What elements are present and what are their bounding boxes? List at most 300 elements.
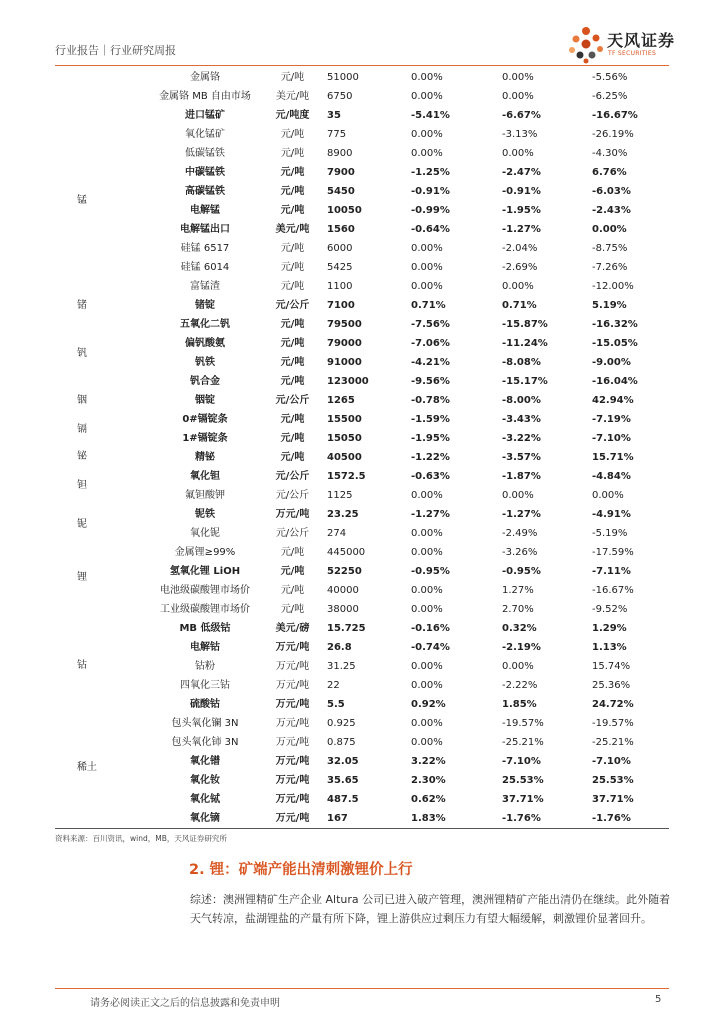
weekly-change-cell: 0.00% — [411, 604, 443, 615]
weekly-change-cell: 1.83% — [411, 813, 446, 824]
table-row — [55, 410, 669, 429]
table-row — [55, 258, 669, 277]
price-cell: 79000 — [327, 338, 362, 349]
company-logo — [566, 24, 676, 64]
price-cell: 775 — [327, 129, 347, 140]
monthly-change-cell: -0.95% — [502, 566, 541, 577]
table-row — [55, 695, 669, 714]
product-name: 氧化铌 — [190, 528, 220, 539]
product-name: 低碳锰铁 — [185, 148, 225, 159]
price-cell: 52250 — [327, 566, 362, 577]
footer-disclaimer: 请务必阅读正文之后的信息披露和免责申明 — [90, 998, 280, 1009]
product-name: 钒铁 — [195, 357, 215, 368]
yearly-change-cell: -7.10% — [592, 433, 631, 444]
yearly-change-cell: -6.03% — [592, 186, 631, 197]
price-cell: 7900 — [327, 167, 355, 178]
section-paragraph — [190, 890, 672, 928]
unit-cell: 元/吨 — [280, 547, 305, 558]
table-row — [55, 125, 669, 144]
unit-cell: 万元/吨 — [275, 680, 310, 691]
metal-group-label: 稀土 — [77, 762, 97, 773]
product-name: 铌铁 — [195, 509, 215, 520]
table-row — [55, 201, 669, 220]
price-cell: 10050 — [327, 205, 362, 216]
product-name: 包头氧化铈 3N — [171, 737, 239, 748]
yearly-change-cell: -4.84% — [592, 471, 631, 482]
price-cell: 123000 — [327, 376, 369, 387]
yearly-change-cell: 5.19% — [592, 300, 627, 311]
monthly-change-cell: -15.17% — [502, 376, 548, 387]
weekly-change-cell: -0.78% — [411, 395, 450, 406]
yearly-change-cell: -12.00% — [592, 281, 634, 292]
product-name: 氧化钽 — [190, 471, 220, 482]
unit-cell: 元/吨 — [280, 186, 305, 197]
yearly-change-cell: -4.91% — [592, 509, 631, 520]
monthly-change-cell: -7.10% — [502, 756, 541, 767]
weekly-change-cell: -0.16% — [411, 623, 450, 634]
monthly-change-cell: 0.00% — [502, 91, 534, 102]
price-cell: 0.925 — [327, 718, 356, 729]
monthly-change-cell: 1.85% — [502, 699, 537, 710]
product-name: 包头氧化镧 3N — [171, 718, 239, 729]
table-row — [55, 277, 669, 296]
price-cell: 1100 — [327, 281, 353, 292]
monthly-change-cell: 25.53% — [502, 775, 544, 786]
monthly-change-cell: 37.71% — [502, 794, 544, 805]
weekly-change-cell: 0.00% — [411, 262, 443, 273]
price-cell: 1572.5 — [327, 471, 366, 482]
unit-cell: 元/吨 — [280, 357, 305, 368]
price-cell: 15.725 — [327, 623, 366, 634]
unit-cell: 元/吨 — [280, 433, 305, 444]
unit-cell: 元/公斤 — [275, 528, 310, 539]
product-name: 进口锰矿 — [185, 110, 225, 121]
unit-cell: 万元/吨 — [275, 661, 310, 672]
product-name: 钒合金 — [190, 376, 220, 387]
yearly-change-cell: 25.53% — [592, 775, 634, 786]
monthly-change-cell: -2.04% — [502, 243, 538, 254]
product-name: 钴粉 — [195, 661, 215, 672]
price-cell: 26.8 — [327, 642, 352, 653]
monthly-change-cell: -11.24% — [502, 338, 548, 349]
metal-group-label: 铟 — [77, 395, 87, 406]
price-cell: 5.5 — [327, 699, 345, 710]
yearly-change-cell: -16.67% — [592, 585, 634, 596]
price-cell: 8900 — [327, 148, 353, 159]
table-row — [55, 581, 669, 600]
weekly-change-cell: -7.56% — [411, 319, 450, 330]
product-name: 偏钒酸氨 — [185, 338, 225, 349]
price-cell: 167 — [327, 813, 348, 824]
price-cell: 487.5 — [327, 794, 359, 805]
price-cell: 79500 — [327, 319, 362, 330]
product-name: 中碳锰铁 — [185, 167, 225, 178]
table-row — [55, 372, 669, 391]
table-divider — [55, 828, 669, 829]
product-name: 氧化镝 — [190, 813, 220, 824]
product-name: 氢氧化锂 LiOH — [169, 566, 241, 577]
price-cell: 445000 — [327, 547, 366, 558]
table-row — [55, 733, 669, 752]
unit-cell: 元/吨 — [280, 338, 305, 349]
monthly-change-cell: -1.27% — [502, 224, 541, 235]
yearly-change-cell: 25.36% — [592, 680, 631, 691]
yearly-change-cell: -16.32% — [592, 319, 638, 330]
price-cell: 32.05 — [327, 756, 359, 767]
yearly-change-cell: -26.19% — [592, 129, 634, 140]
monthly-change-cell: -3.57% — [502, 452, 541, 463]
yearly-change-cell: 1.13% — [592, 642, 627, 653]
yearly-change-cell: 37.71% — [592, 794, 634, 805]
table-row — [55, 619, 669, 638]
monthly-change-cell: -15.87% — [502, 319, 548, 330]
yearly-change-cell: -2.43% — [592, 205, 631, 216]
monthly-change-cell: 0.71% — [502, 300, 537, 311]
unit-cell: 元/吨 — [280, 281, 305, 292]
weekly-change-cell: -1.95% — [411, 433, 450, 444]
weekly-change-cell: -0.64% — [411, 224, 450, 235]
weekly-change-cell: 0.00% — [411, 148, 443, 159]
unit-cell: 元/公斤 — [275, 300, 310, 311]
weekly-change-cell: -0.95% — [411, 566, 450, 577]
section-body-text: ：澳洲锂精矿生产企业 Altura 公司已进入破产管理，澳洲锂精矿产能出清仍在继续。此外随着天气转凉，盐湖锂盐的产量有所下降，锂上游供应过剩压力有望大幅缓解，刺激锂价显著回升。 — [190, 893, 671, 925]
weekly-change-cell: 0.00% — [411, 72, 443, 83]
product-name: 氧化镨 — [190, 756, 220, 767]
weekly-change-cell: 0.00% — [411, 243, 443, 254]
price-cell: 6750 — [327, 91, 353, 102]
monthly-change-cell: -25.21% — [502, 737, 544, 748]
table-row — [55, 296, 669, 315]
product-name: 氧化钕 — [190, 775, 220, 786]
unit-cell: 万元/吨 — [275, 509, 310, 520]
section-lead: 综述 — [190, 893, 212, 906]
unit-cell: 万元/吨 — [275, 794, 310, 805]
unit-cell: 元/吨 — [280, 205, 305, 216]
yearly-change-cell: -16.04% — [592, 376, 638, 387]
yearly-change-cell: -17.59% — [592, 547, 634, 558]
yearly-change-cell: -7.19% — [592, 414, 631, 425]
product-name: 金属铬 — [190, 72, 220, 83]
unit-cell: 万元/吨 — [275, 813, 310, 824]
weekly-change-cell: -4.21% — [411, 357, 450, 368]
price-cell: 15500 — [327, 414, 362, 425]
unit-cell: 美元/吨 — [275, 224, 310, 235]
page-number: 5 — [655, 994, 662, 1005]
weekly-change-cell: -0.91% — [411, 186, 450, 197]
table-row — [55, 486, 669, 505]
monthly-change-cell: 0.00% — [502, 661, 534, 672]
price-cell: 31.25 — [327, 661, 356, 672]
unit-cell: 万元/吨 — [275, 718, 310, 729]
metal-group-label: 铋 — [77, 451, 87, 462]
price-cell: 1125 — [327, 490, 353, 501]
yearly-change-cell: -7.26% — [592, 262, 628, 273]
metal-group-label: 钽 — [77, 480, 87, 491]
unit-cell: 元/吨 — [280, 585, 305, 596]
weekly-change-cell: 0.00% — [411, 91, 443, 102]
yearly-change-cell: 0.00% — [592, 490, 624, 501]
monthly-change-cell: -1.27% — [502, 509, 541, 520]
table-row — [55, 524, 669, 543]
unit-cell: 元/公斤 — [275, 490, 310, 501]
unit-cell: 万元/吨 — [275, 775, 310, 786]
header-divider — [55, 65, 669, 66]
product-name: 硅锰 6517 — [180, 243, 230, 254]
table-row — [55, 448, 669, 467]
product-name: 铟锭 — [195, 395, 215, 406]
table-row — [55, 429, 669, 448]
table-row — [55, 220, 669, 239]
monthly-change-cell: 0.32% — [502, 623, 537, 634]
monthly-change-cell: -3.26% — [502, 547, 538, 558]
monthly-change-cell: -3.22% — [502, 433, 541, 444]
product-name: 氧化铽 — [190, 794, 220, 805]
monthly-change-cell: 0.00% — [502, 281, 534, 292]
table-row — [55, 68, 669, 87]
table-row — [55, 676, 669, 695]
logo-english-text: TF SECURITIES — [608, 50, 657, 57]
unit-cell: 万元/吨 — [275, 699, 310, 710]
yearly-change-cell: 1.29% — [592, 623, 627, 634]
table-row — [55, 809, 669, 828]
unit-cell: 元/吨 — [280, 72, 305, 83]
table-row — [55, 163, 669, 182]
table-row — [55, 790, 669, 809]
unit-cell: 元/吨 — [280, 414, 305, 425]
price-cell: 35.65 — [327, 775, 359, 786]
yearly-change-cell: -5.56% — [592, 72, 628, 83]
unit-cell: 元/公斤 — [275, 395, 310, 406]
yearly-change-cell: 24.72% — [592, 699, 634, 710]
metal-group-label: 镉 — [77, 424, 87, 435]
metal-group-label: 锂 — [77, 572, 87, 583]
table-row — [55, 600, 669, 619]
weekly-change-cell: 0.92% — [411, 699, 446, 710]
product-name: 锗锭 — [195, 300, 215, 311]
monthly-change-cell: -2.22% — [502, 680, 538, 691]
price-cell: 5450 — [327, 186, 355, 197]
weekly-change-cell: -0.63% — [411, 471, 450, 482]
report-breadcrumb: 行业报告｜行业研究周报 — [55, 44, 176, 57]
metal-group-label: 钒 — [77, 348, 87, 359]
page-header — [0, 0, 724, 70]
price-cell: 91000 — [327, 357, 362, 368]
yearly-change-cell: -9.52% — [592, 604, 628, 615]
weekly-change-cell: 0.00% — [411, 281, 443, 292]
product-name: 0#镉锭条 — [182, 414, 228, 425]
monthly-change-cell: 1.27% — [502, 585, 534, 596]
weekly-change-cell: -5.41% — [411, 110, 450, 121]
logo-text: 天风证券 — [607, 31, 676, 50]
monthly-change-cell: -8.08% — [502, 357, 541, 368]
price-cell: 23.25 — [327, 509, 359, 520]
price-cell: 15050 — [327, 433, 362, 444]
product-name: 电解锰 — [190, 205, 220, 216]
unit-cell: 元/吨 — [280, 262, 305, 273]
monthly-change-cell: -2.47% — [502, 167, 541, 178]
footer-divider — [55, 988, 669, 989]
monthly-change-cell: -1.95% — [502, 205, 541, 216]
monthly-change-cell: -0.91% — [502, 186, 541, 197]
monthly-change-cell: -19.57% — [502, 718, 544, 729]
monthly-change-cell: 2.70% — [502, 604, 534, 615]
monthly-change-cell: -8.00% — [502, 395, 541, 406]
product-name: MB 低级钴 — [179, 623, 231, 634]
product-name: 电池级碳酸锂市场价 — [160, 585, 250, 596]
product-name: 五氧化二钒 — [180, 319, 230, 330]
product-name: 1#镉锭条 — [182, 433, 228, 444]
yearly-change-cell: -8.75% — [592, 243, 628, 254]
price-cell: 7100 — [327, 300, 355, 311]
price-cell: 0.875 — [327, 737, 356, 748]
unit-cell: 万元/吨 — [275, 756, 310, 767]
weekly-change-cell: 0.00% — [411, 129, 443, 140]
table-row — [55, 391, 669, 410]
table-row — [55, 505, 669, 524]
product-name: 工业级碳酸锂市场价 — [160, 604, 250, 615]
table-row — [55, 771, 669, 790]
monthly-change-cell: -2.19% — [502, 642, 541, 653]
table-row — [55, 106, 669, 125]
product-name: 金属锂≥99% — [174, 547, 236, 558]
unit-cell: 万元/吨 — [275, 642, 310, 653]
unit-cell: 元/吨 — [280, 319, 305, 330]
yearly-change-cell: -25.21% — [592, 737, 634, 748]
price-cell: 22 — [327, 680, 340, 691]
price-cell: 274 — [327, 528, 347, 539]
price-cell: 35 — [327, 110, 341, 121]
product-name: 氟钽酸钾 — [185, 490, 225, 501]
yearly-change-cell: -7.10% — [592, 756, 631, 767]
product-name: 高碳锰铁 — [185, 186, 225, 197]
weekly-change-cell: 0.00% — [411, 490, 443, 501]
yearly-change-cell: 6.76% — [592, 167, 627, 178]
section-heading: 2. 锂：矿端产能出清刺激锂价上行 — [189, 862, 413, 878]
weekly-change-cell: -9.56% — [411, 376, 450, 387]
logo-icon — [566, 24, 606, 64]
table-row — [55, 752, 669, 771]
price-cell: 38000 — [327, 604, 359, 615]
table-row — [55, 182, 669, 201]
weekly-change-cell: 0.00% — [411, 737, 443, 748]
table-row — [55, 714, 669, 733]
product-name: 氧化锰矿 — [185, 129, 225, 140]
yearly-change-cell: -4.30% — [592, 148, 628, 159]
yearly-change-cell: -6.25% — [592, 91, 628, 102]
unit-cell: 元/吨 — [280, 566, 305, 577]
weekly-change-cell: -1.22% — [411, 452, 450, 463]
metal-group-label: 锰 — [77, 195, 87, 206]
unit-cell: 元/公斤 — [275, 471, 310, 482]
table-row — [55, 543, 669, 562]
table-row — [55, 87, 669, 106]
table-row — [55, 334, 669, 353]
weekly-change-cell: -1.27% — [411, 509, 450, 520]
price-cell: 1560 — [327, 224, 355, 235]
unit-cell: 元/吨 — [280, 167, 305, 178]
metal-group-label: 锗 — [77, 300, 87, 311]
yearly-change-cell: -16.67% — [592, 110, 638, 121]
product-name: 硅锰 6014 — [180, 262, 230, 273]
unit-cell: 元/吨 — [280, 376, 305, 387]
weekly-change-cell: 2.30% — [411, 775, 446, 786]
yearly-change-cell: 15.74% — [592, 661, 631, 672]
unit-cell: 美元/磅 — [275, 623, 310, 634]
table-row — [55, 638, 669, 657]
monthly-change-cell: 0.00% — [502, 148, 534, 159]
price-cell: 5425 — [327, 262, 353, 273]
table-row — [55, 315, 669, 334]
yearly-change-cell: -7.11% — [592, 566, 631, 577]
yearly-change-cell: -5.19% — [592, 528, 628, 539]
yearly-change-cell: -15.05% — [592, 338, 638, 349]
weekly-change-cell: 0.00% — [411, 661, 443, 672]
source-note: 资料来源：百川资讯，wind，MB，天风证券研究所 — [55, 834, 227, 843]
monthly-change-cell: 0.00% — [502, 490, 534, 501]
monthly-change-cell: -6.67% — [502, 110, 541, 121]
yearly-change-cell: -19.57% — [592, 718, 634, 729]
weekly-change-cell: -1.59% — [411, 414, 450, 425]
table-row — [55, 353, 669, 372]
price-cell: 6000 — [327, 243, 353, 254]
weekly-change-cell: 3.22% — [411, 756, 446, 767]
product-name: 精铋 — [195, 452, 215, 463]
weekly-change-cell: 0.00% — [411, 547, 443, 558]
metal-group-label: 钴 — [77, 660, 87, 671]
weekly-change-cell: -7.06% — [411, 338, 450, 349]
unit-cell: 元/吨度 — [275, 110, 310, 121]
table-row — [55, 657, 669, 676]
weekly-change-cell: 0.00% — [411, 528, 443, 539]
monthly-change-cell: -2.49% — [502, 528, 538, 539]
unit-cell: 元/吨 — [280, 243, 305, 254]
yearly-change-cell: -1.76% — [592, 813, 631, 824]
product-name: 硫酸钴 — [190, 699, 220, 710]
unit-cell: 元/吨 — [280, 148, 305, 159]
unit-cell: 美元/吨 — [275, 91, 310, 102]
product-name: 电解锰出口 — [180, 224, 230, 235]
price-cell: 1265 — [327, 395, 355, 406]
price-cell: 51000 — [327, 72, 359, 83]
weekly-change-cell: 0.00% — [411, 718, 443, 729]
monthly-change-cell: -3.13% — [502, 129, 538, 140]
table-row — [55, 239, 669, 258]
price-cell: 40000 — [327, 585, 359, 596]
monthly-change-cell: 0.00% — [502, 72, 534, 83]
monthly-change-cell: -1.87% — [502, 471, 541, 482]
yearly-change-cell: 15.71% — [592, 452, 634, 463]
metal-group-label: 铌 — [77, 519, 87, 530]
weekly-change-cell: -0.99% — [411, 205, 450, 216]
table-row — [55, 562, 669, 581]
weekly-change-cell: -0.74% — [411, 642, 450, 653]
yearly-change-cell: -9.00% — [592, 357, 631, 368]
weekly-change-cell: 0.62% — [411, 794, 446, 805]
product-name: 富锰渣 — [190, 281, 220, 292]
unit-cell: 元/吨 — [280, 129, 305, 140]
weekly-change-cell: -1.25% — [411, 167, 450, 178]
monthly-change-cell: -1.76% — [502, 813, 541, 824]
unit-cell: 元/吨 — [280, 452, 305, 463]
weekly-change-cell: 0.00% — [411, 680, 443, 691]
unit-cell: 万元/吨 — [275, 737, 310, 748]
table-row — [55, 467, 669, 486]
unit-cell: 元/吨 — [280, 604, 305, 615]
table-row — [55, 144, 669, 163]
yearly-change-cell: 0.00% — [592, 224, 627, 235]
price-cell: 40500 — [327, 452, 362, 463]
product-name: 电解钴 — [190, 642, 220, 653]
